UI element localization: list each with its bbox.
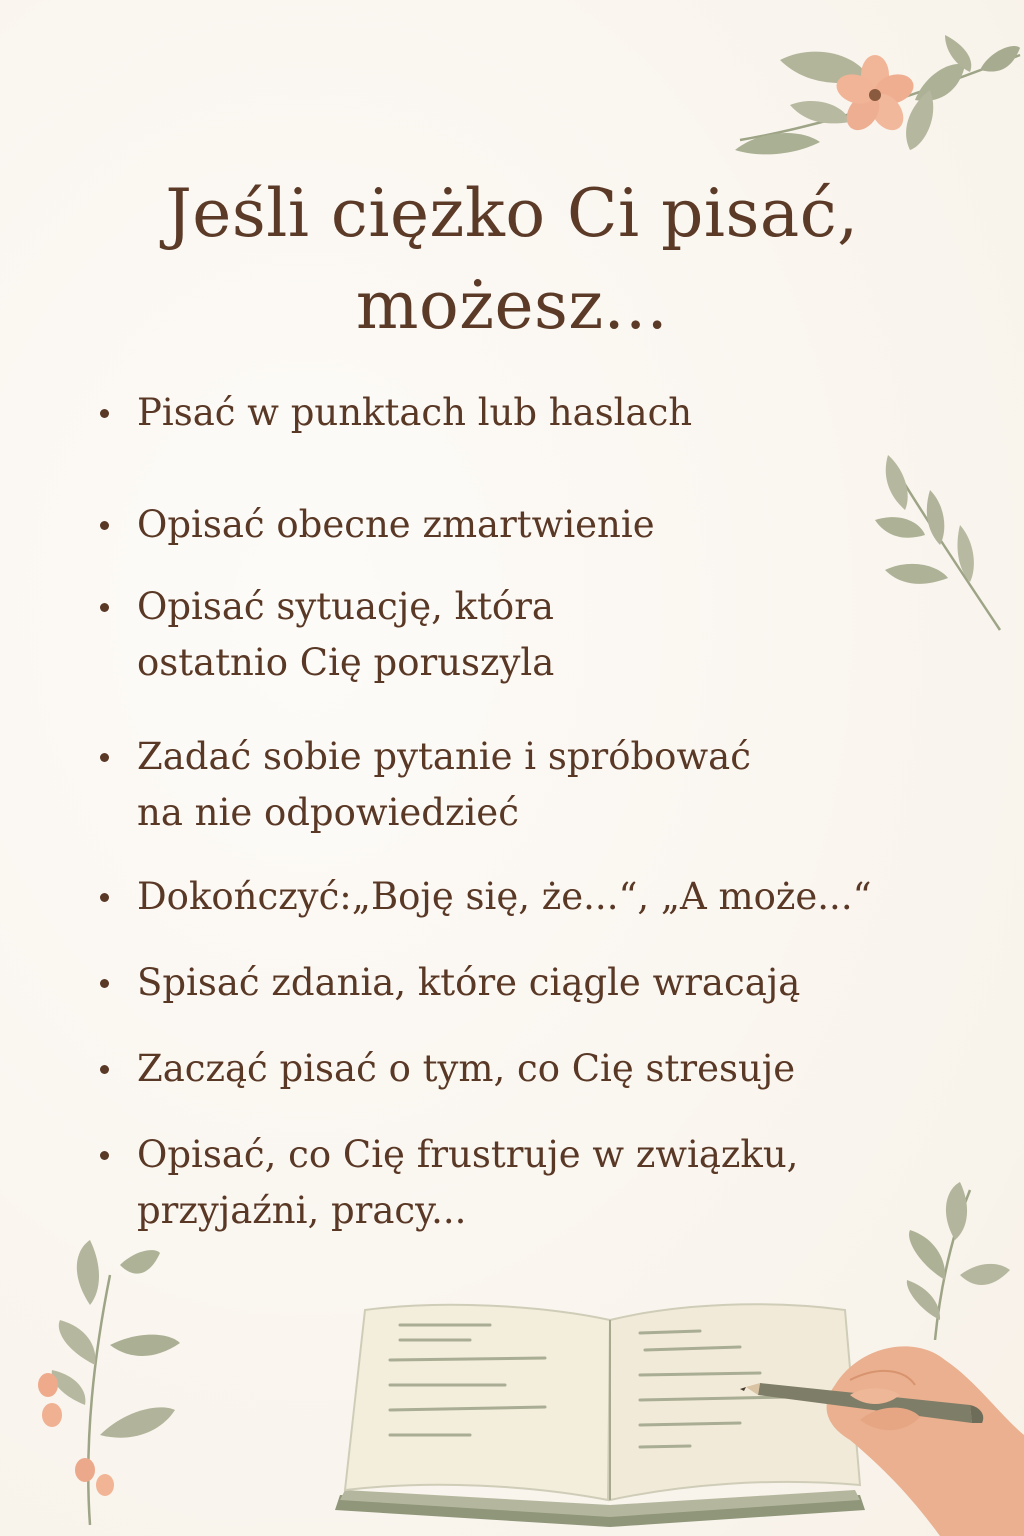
list-item xyxy=(100,729,860,869)
list-item-text: Opisać, co Cię frustruje w związku, xyxy=(137,1133,799,1176)
bullet-icon xyxy=(100,409,109,418)
bullet-icon xyxy=(100,753,109,762)
list-item-text: Zadać sobie pytanie i spróbować xyxy=(137,735,751,778)
bullet-icon xyxy=(100,1065,109,1074)
list-item-text: Zacząć pisać o tym, co Cię stresuje xyxy=(137,1047,796,1090)
list-item-text: na nie odpowiedzieć xyxy=(137,791,519,834)
list-item-text: przyjaźni, pracy... xyxy=(137,1189,467,1232)
list-item xyxy=(100,385,860,497)
bullet-icon xyxy=(100,521,109,530)
list-item xyxy=(100,955,860,1041)
leaf-sprig-icon xyxy=(860,450,1010,635)
bullet-icon xyxy=(100,1151,109,1160)
list-item xyxy=(100,869,872,955)
flower-branch-icon xyxy=(720,30,1024,160)
page-title-line-2: możesz... xyxy=(355,267,669,344)
bullet-icon xyxy=(100,603,109,612)
berry-branch-icon xyxy=(30,1235,210,1525)
bullet-icon xyxy=(100,893,109,902)
list-item-text: Dokończyć:„Boję się, że...“, „A może...“ xyxy=(137,875,872,918)
page-title-line-1: Jeśli ciężko Ci pisać, xyxy=(165,175,859,252)
list-item xyxy=(100,1127,860,1267)
leaf-sprig-icon xyxy=(875,1180,1015,1340)
list-item xyxy=(100,1041,860,1127)
hand-with-pencil-icon xyxy=(740,1325,1024,1536)
list-item-text: Opisać obecne zmartwienie xyxy=(137,503,655,546)
list-item-text: Opisać sytuację, która xyxy=(137,585,554,628)
list-item xyxy=(100,497,860,579)
list-item-text: Pisać w punktach lub haslach xyxy=(137,391,693,434)
list-item-text: Spisać zdania, które ciągle wracają xyxy=(137,961,801,1004)
suggestion-list xyxy=(100,385,872,1267)
page-title xyxy=(0,168,1024,352)
bullet-icon xyxy=(100,979,109,988)
list-item xyxy=(100,579,860,729)
list-item-text: ostatnio Cię poruszyla xyxy=(137,641,555,684)
